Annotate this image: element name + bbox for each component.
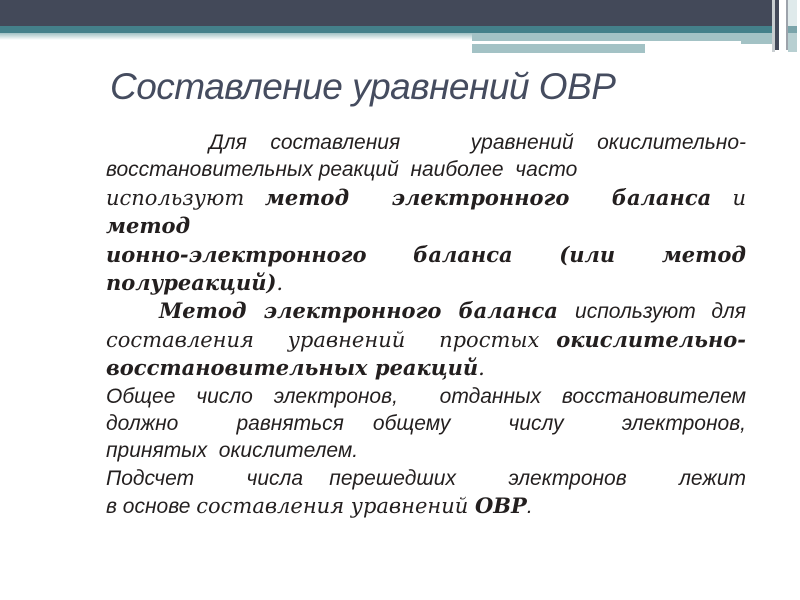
body-line — [106, 383, 746, 410]
body-line — [106, 129, 746, 156]
corner-stripe-pale-teal — [788, 26, 797, 33]
text-run: Подсчет числа перешедших электронов лежит — [106, 466, 746, 490]
body-line — [106, 465, 746, 492]
body-line — [106, 241, 746, 269]
corner-stripe-pale-seafoam — [788, 33, 797, 52]
text-run: восстановительных реакций наиболее часто — [106, 158, 578, 182]
text-run: метод электронного баланса — [264, 184, 733, 210]
body-line — [106, 354, 746, 382]
text-run: . — [478, 356, 485, 381]
body-line — [106, 269, 746, 297]
header-bar — [0, 0, 772, 26]
text-run: ионно-электронного баланса (или метод — [106, 241, 746, 267]
text-run: используют — [106, 185, 265, 210]
body-line — [106, 156, 746, 183]
body-line — [106, 492, 746, 520]
body-line — [106, 326, 746, 354]
body-line — [106, 184, 753, 241]
text-run: и — [732, 185, 753, 210]
seafoam-fade-band — [0, 33, 472, 40]
text-run: . — [526, 495, 533, 519]
text-run: окислительно- — [556, 326, 746, 352]
text-run: используют для — [575, 300, 746, 324]
text-run: составления уравнений простых — [106, 327, 557, 352]
corner-stripe-dark — [775, 0, 779, 50]
text-run: восстановительных реакций — [106, 355, 479, 381]
text-run: в основе — [106, 495, 197, 519]
text-run: Общее число электронов, отданных восстановителем — [106, 384, 746, 408]
body-line — [106, 437, 746, 464]
text-run: принятых окислителем. — [106, 439, 359, 463]
text-run: Для составления уравнений окислительно- — [209, 131, 746, 154]
text-run: составления уравнений — [196, 494, 475, 519]
teal-band — [0, 26, 774, 33]
right-seafoam-step — [472, 44, 645, 53]
text-run: . — [276, 271, 284, 296]
body-line — [106, 410, 746, 437]
slide-title: Составление уравнений ОВР — [110, 66, 616, 107]
corner-stripe-pale — [788, 0, 797, 52]
text-run: Метод электронного баланса — [159, 298, 576, 324]
text-run: метод — [106, 213, 191, 239]
text-run: полуреакций) — [106, 270, 277, 296]
body-text — [106, 129, 753, 521]
text-run: должно равняться общему числу электронов, — [106, 412, 746, 436]
body-line — [106, 297, 746, 325]
text-run: ОВР — [474, 493, 527, 519]
